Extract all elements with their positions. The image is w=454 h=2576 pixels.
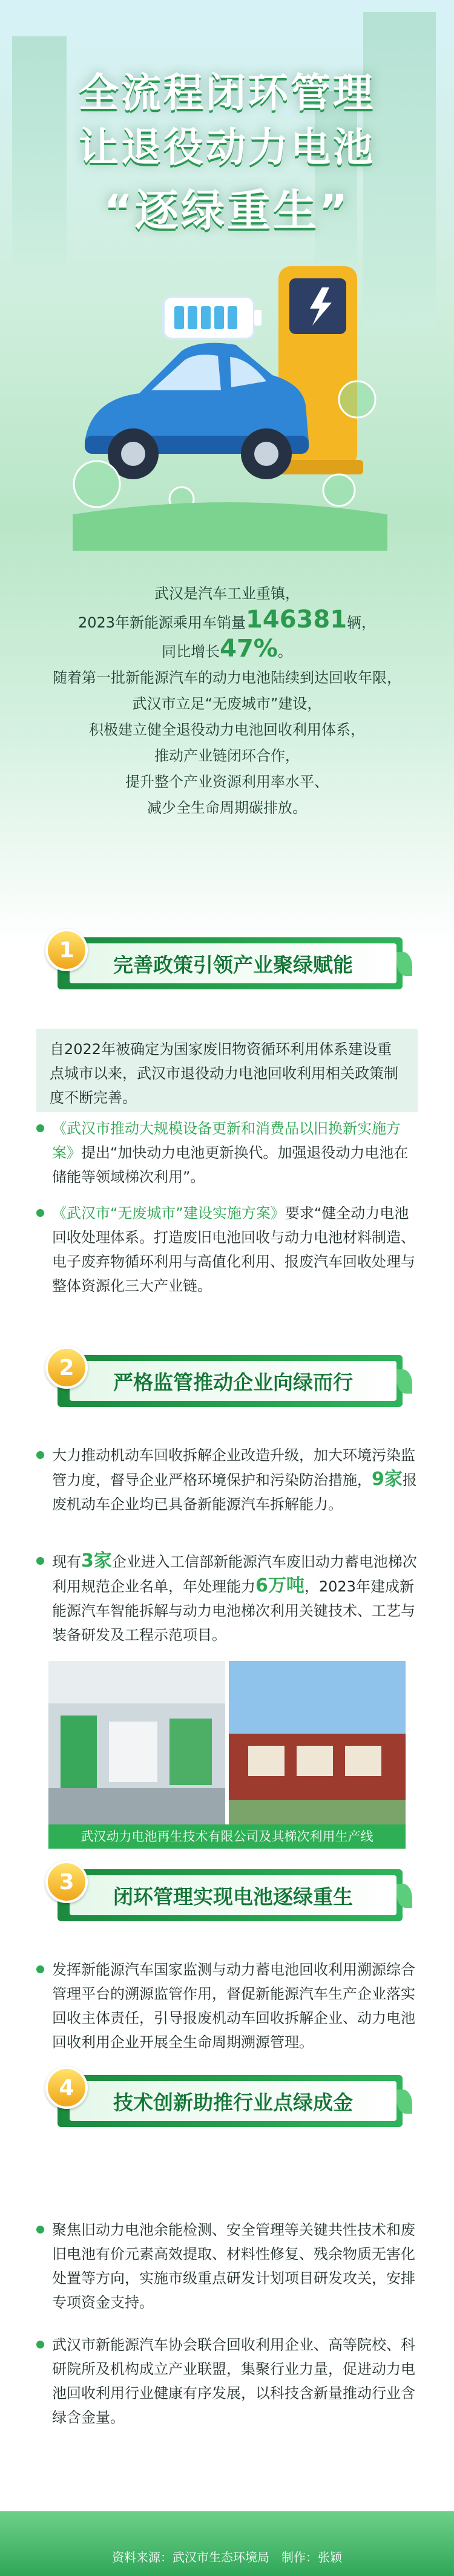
policy-text: 提出“加快动力电池更新换代。加强退役动力电池在储能等领域梯次利用”。	[52, 1144, 409, 1185]
list-text: 现有	[52, 1553, 81, 1570]
list-text: 大力推动机动车回收拆解企业改造升级，加大环境污染监管力度，督导企业严格环境保护和污染防治措施，	[52, 1447, 415, 1489]
section-title: 技术创新助推行业点绿成金	[70, 2081, 396, 2121]
highlight-number: 9家	[372, 1469, 403, 1490]
sales-figure: 146381	[246, 606, 347, 634]
section-title: 闭环管理实现电池逐绿重生	[70, 1875, 396, 1915]
hero-title-line2: 让退役动力电池	[79, 124, 375, 171]
section-number-badge: 4	[45, 2066, 88, 2109]
section-3-header	[45, 1861, 409, 1927]
policy-title: 《武汉市推动大规模设备更新和消费品以旧换新实施方案》	[52, 1120, 401, 1161]
section-title: 严格监管推动企业向绿而行	[70, 1361, 396, 1401]
factory-photo	[48, 1661, 406, 1824]
list-text: 企业进入工信部新能源汽车废旧动力蓄电池梯次利用规范企业名单，年处理能力	[52, 1553, 417, 1595]
policy-title: 《武汉市“无废城市”建设实施方案》	[52, 1205, 285, 1222]
section-2-header	[45, 1346, 409, 1413]
intro-line: 提升整个产业资源利用率水平、	[125, 773, 329, 790]
list-item: 发挥新能源汽车国家监测与动力蓄电池回收利用溯源综合管理平台的溯源监管作用，督促新能源汽车生产企业落实回收主体责任，引导报废机动车回收拆解企业、动力电池回收利用企业开展全生命周期溯源管理。	[36, 1958, 418, 2054]
hero-banner	[0, 0, 454, 944]
section-4-header	[45, 2066, 409, 2133]
sales-unit: 辆，	[347, 614, 377, 631]
bubble	[339, 381, 375, 418]
intro-line: 。	[277, 643, 292, 660]
footer-source: 资料来源：武汉市生态环境局 制作：张颖	[112, 2550, 342, 2565]
list-item	[36, 1443, 418, 1516]
list-item	[36, 1549, 418, 1647]
list-item: 聚焦旧动力电池余能检测、安全管理等关键共性技术和废旧电池有价元素高效提取、材料性修复、残余物质无害化处置等方向，实施市级重点研发计划项目研发攻关，安排专项资金支持。	[36, 2218, 418, 2315]
list-text: 报废机动车企业均已具备新能源汽车拆解能力。	[52, 1472, 417, 1513]
growth-figure: 47%	[220, 635, 278, 663]
electric-car-illustration	[73, 260, 387, 551]
intro-line: 随着第一批新能源汽车的动力电池陆续到达回收年限，	[53, 669, 401, 686]
list-item	[36, 1116, 418, 1189]
intro-line: 同比增长	[162, 643, 220, 660]
section-number-badge: 2	[45, 1346, 88, 1389]
highlight-number: 6万吨	[255, 1575, 304, 1596]
list-item: 武汉市新能源汽车协会联合回收利用企业、高等院校、科研院所及机构成立产业联盟，集聚行业力量，促进动力电池回收利用行业健康有序发展，以科技含新量推动行业含绿含金量。	[36, 2333, 418, 2430]
intro-line: 武汉市立足“无废城市”建设，	[132, 695, 322, 712]
hero-title-line3: “逐绿重生”	[104, 185, 350, 236]
section-number-badge: 1	[45, 929, 88, 971]
intro-text	[42, 581, 412, 821]
footer-bar	[0, 2511, 454, 2576]
bubble	[323, 474, 355, 506]
intro-line: 推动产业链闭环合作，	[154, 747, 300, 764]
section-1-header	[45, 929, 409, 995]
intro-line: 武汉是汽车工业重镇，	[154, 585, 300, 602]
section-1-intro-box: 自2022年被确定为国家废旧物资循环利用体系建设重点城市以来，武汉市退役动力电池回收利用相关政策制度不断完善。	[36, 1029, 418, 1112]
list-text: ，2023年建成新能源汽车智能拆解与动力电池梯次利用关键技术、工艺与装备研发及工程示范项目。	[52, 1578, 415, 1644]
intro-line: 2023年新能源乘用车销量	[77, 614, 246, 631]
bubble	[74, 461, 120, 507]
policy-text: 要求“健全动力电池回收处理体系。打造废旧电池回收与动力电池材料制造、电子废弃物循环利用与高值化利用、报废汽车回收处理与整体资源化三大产业链。	[52, 1205, 415, 1294]
list-item	[36, 1201, 418, 1298]
intro-line: 减少全生命周期碳排放。	[147, 799, 307, 816]
section-title: 完善政策引领产业聚绿赋能	[70, 943, 396, 983]
intro-line: 积极建立健全退役动力电池回收利用体系，	[89, 721, 365, 738]
hero-title-line1: 全流程闭环管理	[79, 70, 375, 116]
photo-caption: 武汉动力电池再生技术有限公司及其梯次利用生产线	[48, 1824, 406, 1849]
section-number-badge: 3	[45, 1861, 88, 1903]
highlight-number: 3家	[81, 1550, 112, 1571]
